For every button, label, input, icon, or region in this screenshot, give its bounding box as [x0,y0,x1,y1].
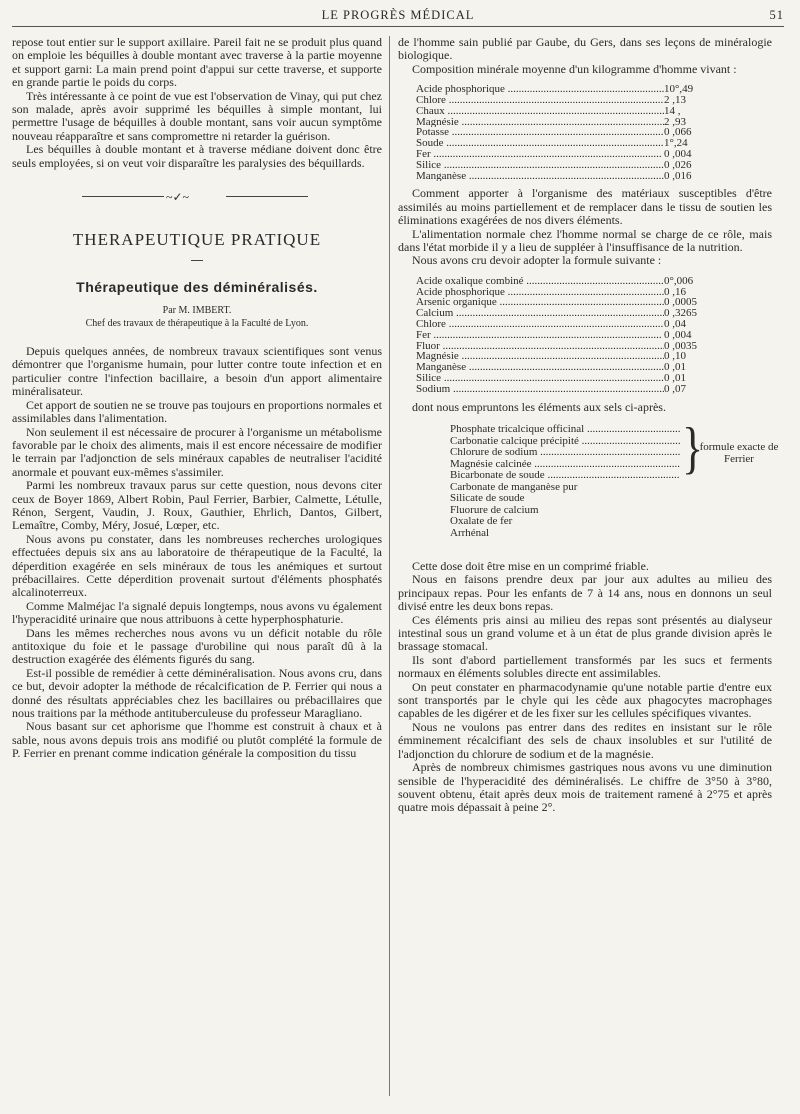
row-label: Magnésie ..... [416,351,664,362]
paragraph: Est-il possible de remédier à cette déminéralisation. Nous avons cru, dans ce but, devoir adopter la méthode de récalcification de P. Ferrier qui nous a donné des résultats appréciables chez les bacillaires ou prébacillaires que nous traitions par la méthode antituberculeuse du professeur Maragliano. [12,665,382,721]
section-ornament [12,190,382,204]
left-column [12,36,382,761]
paragraph: On peut constater en pharmacodynamie qu'une notable partie d'entre eux sont transportés par le chyle qui les cède aux phagocytes macrophages capables de les digérer et de les fixer sur les cellules spécifiques vivantes. [398,679,772,721]
journal-title: LE PROGRÈS MÉDICAL [321,8,475,22]
paragraph: L'alimentation normale chez l'homme normal se charge de ce rôle, mais dans l'état morbide il y a lieu de suppléer à l'insuffisance de la nutrition. [398,226,772,255]
formula-item: Chlorure de sodium ..... [450,447,680,459]
right-intro-text [398,36,772,76]
paragraph: Nous basant sur cet aphorisme que l'homme est construit à chaux et à sable, nous avons depuis trois ans modifié ou plutôt complété la formule de P. Ferrier en prenant comme indication générale la composition du tissu [12,719,382,761]
row-value: 0 ,01 [664,361,686,374]
formula-item: Phosphate tricalcique officinal ..... [450,424,680,436]
table-row [416,330,716,341]
article-title: Thérapeutique des déminéralisés. [76,279,318,296]
row-value: 0 ,07 [664,382,686,395]
row-value: 0 ,01 [664,372,686,384]
row-label: Chaux ..... [416,106,664,117]
paragraph: Nous en faisons prendre deux par jour aux adultes au milieu des principaux repas. Pour les enfants de 7 à 14 ans, nous en donnons un seul divisé entre les deux bons repas. [398,572,772,614]
row-value: 0 ,016 [664,169,692,182]
paragraph: Depuis quelques années, de nombreux travaux scientifiques sont venus démontrer que l'organisme humain, pour lutter contre toute infection et en particulier contre l'infection bacillaire, a besoin d'un apport alimentaire minéralisateur. [12,344,382,399]
row-label: Sodium ..... [416,384,664,395]
paragraph: Nous avons pu constater, dans les nombreuses recherches urologiques effectuées depuis six ans au laboratoire de thérapeutique de la Faculté, la déperdition exagérée en sels minéraux de tous les anémiques et surtout prébacillaires. Cette déperdition provenait surtout d'éléments phosphatés alcalinoterreux. [12,531,382,600]
paragraph: Ces éléments pris ainsi au milieu des repas sont présentés au dialyseur intestinal sous un grand volume et à un état de plus grande division après le brassage stomacal. [398,612,772,654]
row-label: Chlore ..... [416,95,664,106]
row-value: 0 ,3265 [664,307,697,320]
formula-item: Fluorure de calcium [450,504,539,516]
author-affiliation: Chef des travaux de thérapeutique à la Faculté de Lyon. [85,318,309,330]
row-value: 0 ,0035 [664,339,697,352]
row-value: 10°,49 [664,83,694,96]
paragraph: Très intéressante à ce point de vue est l'observation de Vinay, qui put chez son malade, après avoir supprimé les béquilles à simple montant, lui permettre l'usage de béquilles à double montant, sans voir aucun symptôme nouveau réapparaître et sans compromettre ni retarder la guérison. [12,88,382,143]
formula-item: Oxalate de fer [450,516,513,527]
row-value: 0 ,16 [664,285,686,298]
article-byline: Par M. IMBERT. [162,305,232,317]
paragraph: Cet apport de soutien ne se trouve pas toujours en proportions normales et assimilables dans l'alimentation. [12,397,382,426]
row-value: 0 ,004 [664,148,692,160]
column-divider [389,36,390,1096]
row-label: Fluor ..... [416,341,664,352]
paragraph: Les béquilles à double montant et à traverse médiane doivent donc être seuls employées, si on veut voir disparaître les paralysies des béquillards. [12,142,382,170]
formula-item: Magnésie calcinée ..... [450,459,680,471]
ornament-glyph: ~✓~ [166,190,190,205]
section-dash [191,260,203,261]
row-label: Calcium ..... [416,308,664,319]
formula-item: Carbonate de manganèse pur [450,481,578,493]
row-label: Soude ..... [416,138,664,149]
row-label: Acide oxalique combiné ..... [416,276,664,287]
page-number: 51 [769,8,784,22]
row-label: Chlore ..... [416,319,664,330]
paragraph: Nous avons cru devoir adopter la formule suivante : [412,253,662,268]
paragraph: Comme Malméjac l'a signalé depuis longtemps, nous avons vu également l'hyperacidité urinaire que nous attribuons à cette hyperphosphaturie. [12,598,382,627]
row-value: 0 ,066 [664,126,692,139]
row-value: 2 ,93 [664,115,686,128]
row-label: Silice ..... [416,373,664,384]
formula-item: Silicate de soude [450,493,525,504]
salts-lead-in: dont nous empruntons les éléments aux sels ci-après. [412,399,666,414]
running-header [12,4,784,27]
mineral-composition-table [416,84,716,181]
paragraph: Cette dose doit être mise en un comprimé friable. [412,559,649,573]
row-value: 14 , [664,104,681,117]
row-label: Arsenic organique ..... [416,297,664,308]
row-value: 0 ,004 [664,328,692,341]
row-label: Fer ..... [416,330,664,341]
paragraph: de l'homme sain publié par Gaube, du Gers, dans ses leçons de minéralogie biologique. [398,35,772,63]
row-label: Manganèse ..... [416,362,664,373]
row-label: Fer ..... [416,149,664,160]
row-value: 0 ,026 [664,158,692,171]
paragraph: Dans les mêmes recherches nous avons vu un déficit notable du rôle antitoxique du foie et le passage d'urobiline qui nous paraît dû à la destruction exagérée des éléments figurés du sang. [12,625,382,667]
table-row [416,384,716,395]
paragraph: Nous ne voulons pas entrer dans des redites en insistant sur le rôle émminement récalcifiant des sels de chaux insolubles et sur l'utilité de l'adjonction du chlorure de sodium et de la magnésie. [398,719,772,761]
row-label: Magnésie ..... [416,117,664,128]
table-row [416,160,716,171]
formula-item: Bicarbonate de soude ..... [450,470,680,482]
paragraph: repose tout entier sur le support axillaire. Pareil fait ne se produit plus quand on emploie les béquilles à double montant avec traverse à la partie moyenne et support garni: La main prend point d'appui sur cette traverse, et supporte en grande partie le poids du corps. [12,35,382,90]
paragraph: Parmi les nombreux travaux parus sur cette question, nous devons citer ceux de Boyer 1869, Albert Robin, Paul Ferrier, Barbier, Calmette, Létulle, Rénon, Sergent, Vaudin, J. Roux, Gauthier, Ehrlich, Dantos, Gilbert, Lemaître, Comby, Méry, Josué, Lœper, etc. [12,478,382,533]
paragraph: Comment apporter à l'organisme des matériaux susceptibles d'être assimilés au moins partiellement et de remplacer dans le tissu de soutien les éliminations exagérées de nos divers éléments. [398,186,772,228]
left-intro-text [12,36,382,170]
grouping-brace: } [682,416,704,481]
formula-item: Carbonatie calcique précipité ..... [450,436,680,448]
salts-formula-list [450,416,779,552]
right-mid-text [398,187,772,267]
row-label: Silice ..... [416,160,664,171]
row-label: Acide phosphorique ..... [416,287,664,298]
salts-items [450,424,680,539]
paragraph: Non seulement il est nécessaire de procurer à l'organisme un métabolisme favorable par le choix des aliments, mais il est encore nécessaire de modifier le terrain par l'adjonction de sels minéraux capables de neutraliser l'acidité anormale et pouvant eux-mêmes s'assimiler. [12,424,382,479]
row-label: Potasse ..... [416,127,664,138]
row-value: 0 ,04 [664,318,686,331]
row-label: Manganèse ..... [416,171,664,182]
formula-dose-table [416,276,716,395]
formula-item: Arrhénal [450,527,490,539]
row-value: 1°,24 [664,137,688,150]
row-value: 0 ,10 [664,350,686,363]
row-value: 0°,006 [664,274,694,287]
row-value: 2 ,13 [664,94,686,107]
right-end-text [398,560,772,815]
row-label: Acide phosphorique ..... [416,84,664,95]
left-body-text [12,345,382,761]
paragraph: Ils sont d'abord partiellement transformés par les sucs et ferments normaux en éléments solubles directe ent assimilables. [398,652,772,681]
row-value: 0 ,0005 [664,296,697,309]
table-row [416,171,716,182]
table-row [416,106,716,117]
paragraph: Composition minérale moyenne d'un kilogramme d'homme vivant : [412,61,737,76]
table-row [416,276,716,287]
section-title: THERAPEUTIQUE PRATIQUE [72,230,322,250]
formula-note: formule exacte de Ferrier [699,441,779,465]
paragraph: Après de nombreux chimismes gastriques nous avons vu une diminution sensible de l'hyperacidité des déminéralisés. Le chiffre de 3°50 à 3°80, souvent obtenu, était après deux mois de traitement ramené à 2°75 et après quatre mois dépassait à peine 2°. [398,760,772,815]
right-column [398,35,779,815]
